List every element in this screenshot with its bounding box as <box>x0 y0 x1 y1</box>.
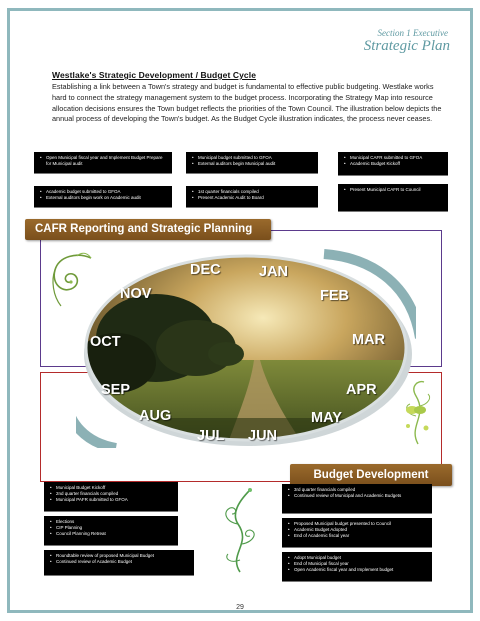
month-feb: FEB <box>320 288 349 304</box>
cycle-block-item: • 1st quarter financials compiled <box>192 189 313 195</box>
cycle-block-item: • Municipal PAFR submitted to GFOA <box>50 497 173 503</box>
cycle-block-4 <box>34 186 172 208</box>
cafr-section-top-border <box>271 230 442 231</box>
month-aug: AUG <box>139 408 172 424</box>
floral-vine-icon <box>218 484 262 574</box>
cycle-block-item: • Municipal budget submitted to GFOA <box>192 155 313 161</box>
cycle-block-item: • Council Planning Retreat <box>50 531 173 537</box>
cycle-block-7 <box>44 482 178 512</box>
cycle-block-item: • Municipal CAFR submitted to GFOA <box>344 155 443 161</box>
cycle-block-6 <box>338 184 448 212</box>
cycle-block-item: • Academic Budget Kickoff <box>344 161 443 167</box>
cycle-block-item: • End of Municipal fiscal year <box>288 561 427 567</box>
cycle-block-10 <box>282 518 432 548</box>
cycle-block-8 <box>282 484 432 514</box>
month-jun: JUN <box>248 428 278 444</box>
cycle-block-item: • External auditors begin work on Academic audit <box>40 195 167 201</box>
month-mar: MAR <box>352 332 386 348</box>
section-label: Section 1 Executive <box>377 28 448 38</box>
cycle-block-item: • Continued review of Municipal and Academic Budgets <box>288 493 427 499</box>
cycle-block-item: • 2nd quarter financials compiled <box>50 491 173 497</box>
cycle-block-3 <box>338 152 448 176</box>
cycle-block-5 <box>186 186 318 208</box>
cycle-block-item: • Adopt Municipal budget <box>288 555 427 561</box>
cycle-block-item: • End of Academic fiscal year <box>288 533 427 539</box>
cycle-block-2 <box>186 152 318 174</box>
cycle-block-item: • Present Municipal CAFR to Council <box>344 187 443 193</box>
cafr-banner: CAFR Reporting and Strategic Planning <box>25 219 271 240</box>
cycle-block-1 <box>34 152 172 174</box>
cycle-block-item: • Roundtable review of proposed Municipal Budget <box>50 553 189 559</box>
intro-paragraph: Establishing a link between a Town's strategy and budget is fundamental to effective public budgeting. Westlake works hard to connect the strategy management system to the budget process. Incorporating the Strategy Map into resource allocation decisions ensures the Town budget reflects the priorities of the Town Council. The illustration below depicts the annual process of developing the Town's budget. As the Budget Cycle illustration indicates, the process never ceases. <box>52 82 442 124</box>
cycle-block-item: • Proposed Municipal budget presented to Council <box>288 521 427 527</box>
cycle-block-item: • External auditors begin Municipal audit <box>192 161 313 167</box>
month-oct: OCT <box>90 334 121 350</box>
month-jan: JAN <box>259 264 289 280</box>
cycle-block-item: • Academic budget submitted to GFOA <box>40 189 167 195</box>
month-dec: DEC <box>190 262 221 278</box>
cycle-block-item: • Present Academic Audit to Board <box>192 195 313 201</box>
month-nov: NOV <box>120 286 152 302</box>
month-jul: JUL <box>197 428 225 444</box>
cycle-block-9 <box>44 516 178 546</box>
budget-development-banner: Budget Development <box>290 464 452 486</box>
month-may: MAY <box>311 410 342 426</box>
cycle-block-12 <box>282 552 432 582</box>
cycle-block-item: • Open Academic fiscal year and Implement budget <box>288 567 427 573</box>
page-heading: Westlake's Strategic Development / Budget Cycle <box>52 70 257 80</box>
section-title: Strategic Plan <box>363 38 450 54</box>
cycle-block-item: • CIP Planning <box>50 525 173 531</box>
month-apr: APR <box>346 382 377 398</box>
cycle-block-item: • Continued review of Academic Budget <box>50 559 189 565</box>
butterfly-vine-icon <box>398 376 438 446</box>
page-number: 29 <box>236 604 244 611</box>
cycle-block-item: • Municipal Budget Kickoff <box>50 485 173 491</box>
cycle-block-11 <box>44 550 194 576</box>
cycle-block-item: • 3rd quarter financials compiled <box>288 487 427 493</box>
cycle-block-item: • Open Municipal fiscal year and Implement Budget Prepare for Municipal audit <box>40 155 167 167</box>
budget-cycle-illustration <box>76 248 416 448</box>
cycle-block-item: • Elections <box>50 519 173 525</box>
cycle-block-item: • Academic Budget Adopted <box>288 527 427 533</box>
month-sep: SEP <box>101 382 131 398</box>
